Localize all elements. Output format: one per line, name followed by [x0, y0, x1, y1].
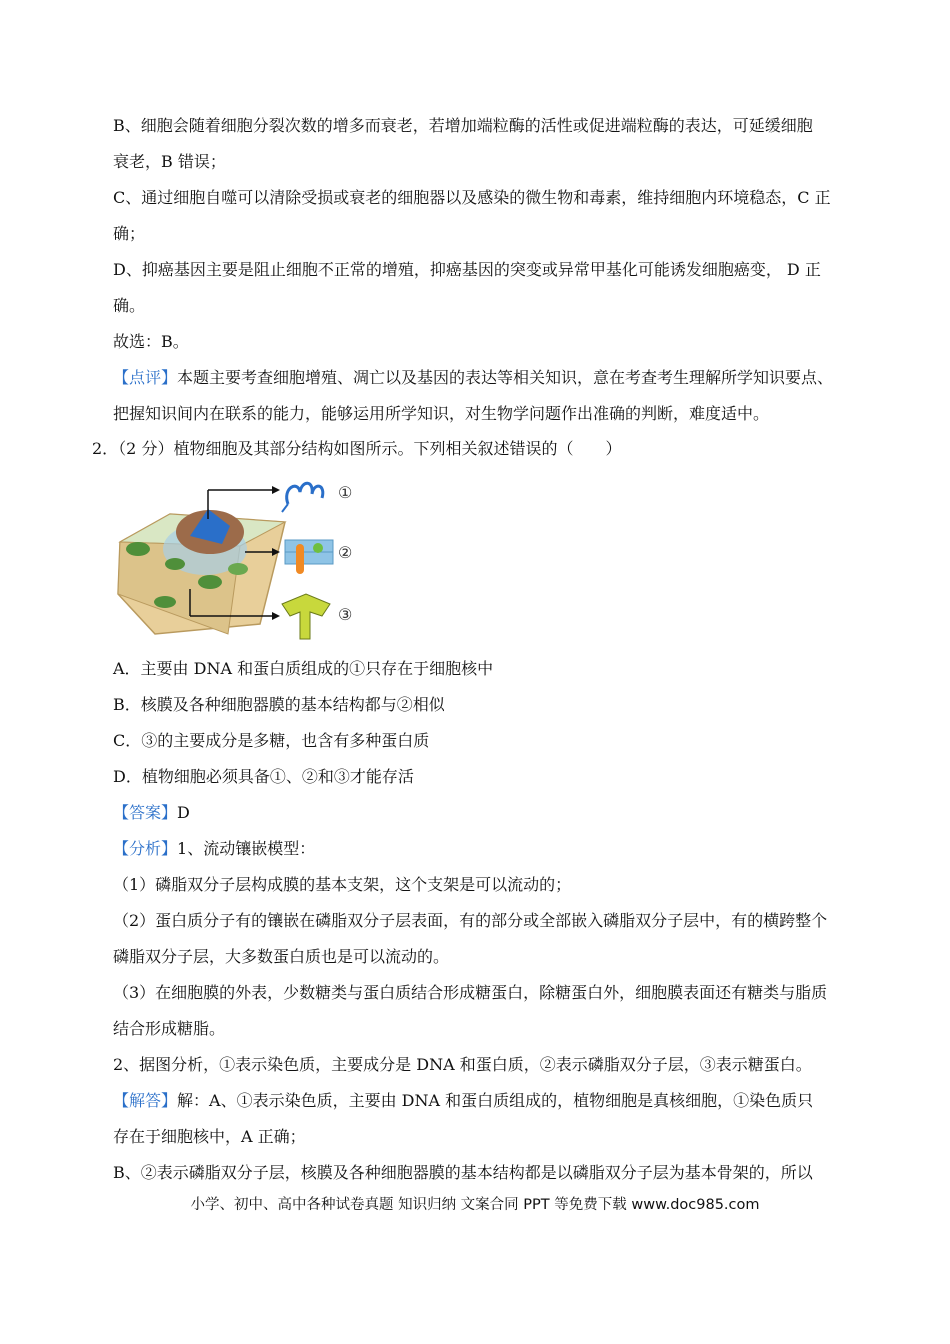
text-line: 故选：B。 [113, 332, 189, 351]
text-line: 衰老，B 错误； [113, 152, 226, 171]
solution-line [113, 1090, 813, 1112]
solution-tag: 【解答】 [113, 1091, 178, 1110]
text-line: （2）蛋白质分子有的镶嵌在磷脂双分子层表面，有的部分或全部嵌入磷脂双分子层中，有的横跨整个 [113, 911, 828, 930]
option-a: A．主要由 DNA 和蛋白质组成的①只存在于细胞核中 [113, 659, 494, 678]
analysis-tag: 【分析】 [113, 839, 178, 858]
solution-text: 解：A、①表示染色质，主要由 DNA 和蛋白质组成的，植物细胞是真核细胞，①染色质只 [177, 1091, 814, 1110]
text-line: 结合形成糖脂。 [113, 1019, 226, 1038]
text-line: （1）磷脂双分子层构成膜的基本支架，这个支架是可以流动的； [113, 875, 572, 894]
text-line: 确。 [113, 296, 146, 315]
option-d: D．植物细胞必须具备①、②和③才能存活 [113, 767, 414, 786]
answer-value: D [177, 803, 190, 822]
option-c: C．③的主要成分是多糖，也含有多种蛋白质 [113, 731, 430, 750]
footer-watermark: 小学、初中、高中各种试卷真题 知识归纳 文案合同 PPT 等免费下载 www.doc985.com [190, 1197, 760, 1213]
analysis-text: 1、流动镶嵌模型： [177, 839, 316, 858]
text-line: 2、据图分析，①表示染色质，主要成分是 DNA 和蛋白质，②表示磷脂双分子层，③表示糖蛋白。 [113, 1055, 812, 1074]
glycoprotein-icon [282, 594, 330, 639]
text-line: 确； [113, 224, 146, 243]
text-line: 把握知识间内在联系的能力，能够运用所学知识，对生物学问题作出准确的判断，难度适中。 [113, 404, 770, 423]
comment-tag: 【点评】 [113, 368, 178, 387]
text-line: 存在于细胞核中，A 正确； [113, 1127, 306, 1146]
analysis-line [113, 838, 315, 860]
figure-label-1: ① [338, 483, 353, 502]
text-line: B、②表示磷脂双分子层，核膜及各种细胞器膜的基本结构都是以磷脂双分子层为基本骨架的，所以 [113, 1163, 813, 1182]
comment-line [113, 367, 833, 389]
answer-line [113, 802, 190, 824]
figure-label-3: ③ [338, 605, 353, 624]
text-line: （3）在细胞膜的外表，少数糖类与蛋白质结合形成糖蛋白，除糖蛋白外，细胞膜表面还有糖类与脂质 [113, 983, 828, 1002]
option-b: B．核膜及各种细胞器膜的基本结构都与②相似 [113, 695, 445, 714]
answer-tag: 【答案】 [113, 803, 178, 822]
figure-label-2: ② [338, 543, 353, 562]
plant-cell-figure [110, 474, 360, 644]
chromatin-icon [287, 483, 323, 504]
comment-text: 本题主要考查细胞增殖、凋亡以及基因的表达等相关知识，意在考查考生理解所学知识要点、 [177, 368, 834, 387]
text-line: C、通过细胞自噬可以清除受损或衰老的细胞器以及感染的微生物和毒素，维持细胞内环境稳态，C 正 [113, 188, 831, 207]
question-title: 2．（2 分）植物细胞及其部分结构如图所示。下列相关叙述错误的（ ） [92, 439, 622, 458]
text-line: 磷脂双分子层，大多数蛋白质也是可以流动的。 [113, 947, 450, 966]
text-line: B、细胞会随着细胞分裂次数的增多而衰老，若增加端粒酶的活性或促进端粒酶的表达，可延缓细胞 [113, 116, 813, 135]
text-line: D、抑癌基因主要是阻止细胞不正常的增殖，抑癌基因的突变或异常甲基化可能诱发细胞癌变， D 正 [113, 260, 821, 279]
